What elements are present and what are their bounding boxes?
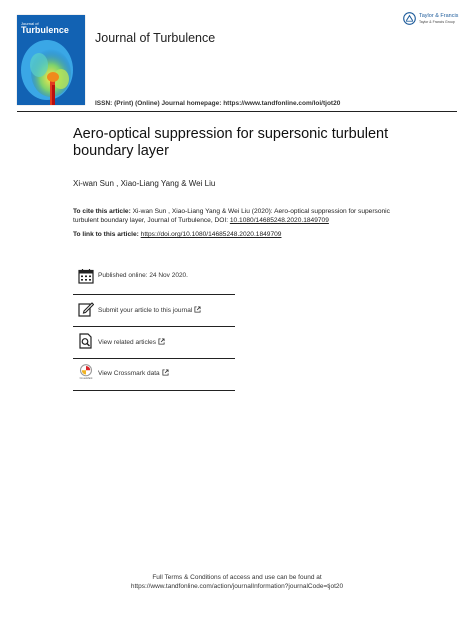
cover-title <box>21 22 69 35</box>
edit-icon <box>78 301 94 317</box>
row-divider <box>73 390 235 391</box>
footer-terms-line: Full Terms & Conditions of access and use can be found at <box>152 574 322 581</box>
crossmark-badge-label: CrossMark <box>79 377 93 380</box>
journal-name[interactable]: Journal of Turbulence <box>95 31 216 45</box>
related-articles-row[interactable] <box>73 327 235 357</box>
submit-article-label: Submit your article to this journal <box>98 307 193 314</box>
publisher-logo-group: Taylor & Francis Group <box>419 20 455 24</box>
citation-block <box>73 207 403 225</box>
submit-article-link[interactable] <box>98 306 201 314</box>
crossmark-link[interactable] <box>98 369 169 377</box>
cover-title-small: Journal of <box>21 21 39 26</box>
publisher-logo-icon <box>403 12 416 25</box>
journal-cover-image <box>17 15 85 105</box>
publisher-logo-name: Taylor & Francis <box>419 13 459 19</box>
article-title: Aero-optical suppression for supersonic turbulent boundary layer <box>73 126 389 159</box>
calendar-icon <box>78 268 94 284</box>
related-articles-link[interactable] <box>98 338 165 346</box>
article-link-line <box>73 231 281 238</box>
citation-text: Xi-wan Sun , Xiao-Liang Yang & Wei Liu (2020): Aero-optical suppression for supersonic turbulent boundary layer, Journal of Turbulence, DOI: <box>73 208 390 224</box>
published-online-row <box>73 263 235 293</box>
article-doi-url[interactable]: https://doi.org/10.1080/14685248.2020.1849709 <box>140 231 282 238</box>
issn-homepage-line[interactable]: ISSN: (Print) (Online) Journal homepage: https://www.tandfonline.com/loi/tjot20 <box>95 100 341 107</box>
citation-doi-link[interactable]: 10.1080/14685248.2020.1849709 <box>229 217 329 224</box>
link-label: To link to this article: <box>73 231 139 238</box>
external-link-icon <box>158 338 165 345</box>
crossmark-row[interactable] <box>73 359 235 389</box>
published-online-text: Published online: 24 Nov 2020. <box>98 272 188 279</box>
related-articles-label: View related articles <box>98 339 157 346</box>
footer-terms <box>0 574 474 591</box>
external-link-icon <box>194 306 201 313</box>
crossmark-label: View Crossmark data <box>98 370 160 377</box>
footer-terms-url[interactable]: https://www.tandfonline.com/action/journalInformation?journalCode=tjot20 <box>130 582 344 590</box>
submit-article-row[interactable] <box>73 295 235 325</box>
crossmark-icon <box>78 364 94 380</box>
document-search-icon <box>78 333 94 349</box>
header-divider <box>17 111 457 112</box>
external-link-icon <box>162 369 169 376</box>
cover-title-big: Turbulence <box>21 25 69 35</box>
publisher-logo <box>403 12 465 36</box>
citation-label: To cite this article: <box>73 208 131 215</box>
article-authors: Xi-wan Sun , Xiao-Liang Yang & Wei Liu <box>73 179 216 188</box>
